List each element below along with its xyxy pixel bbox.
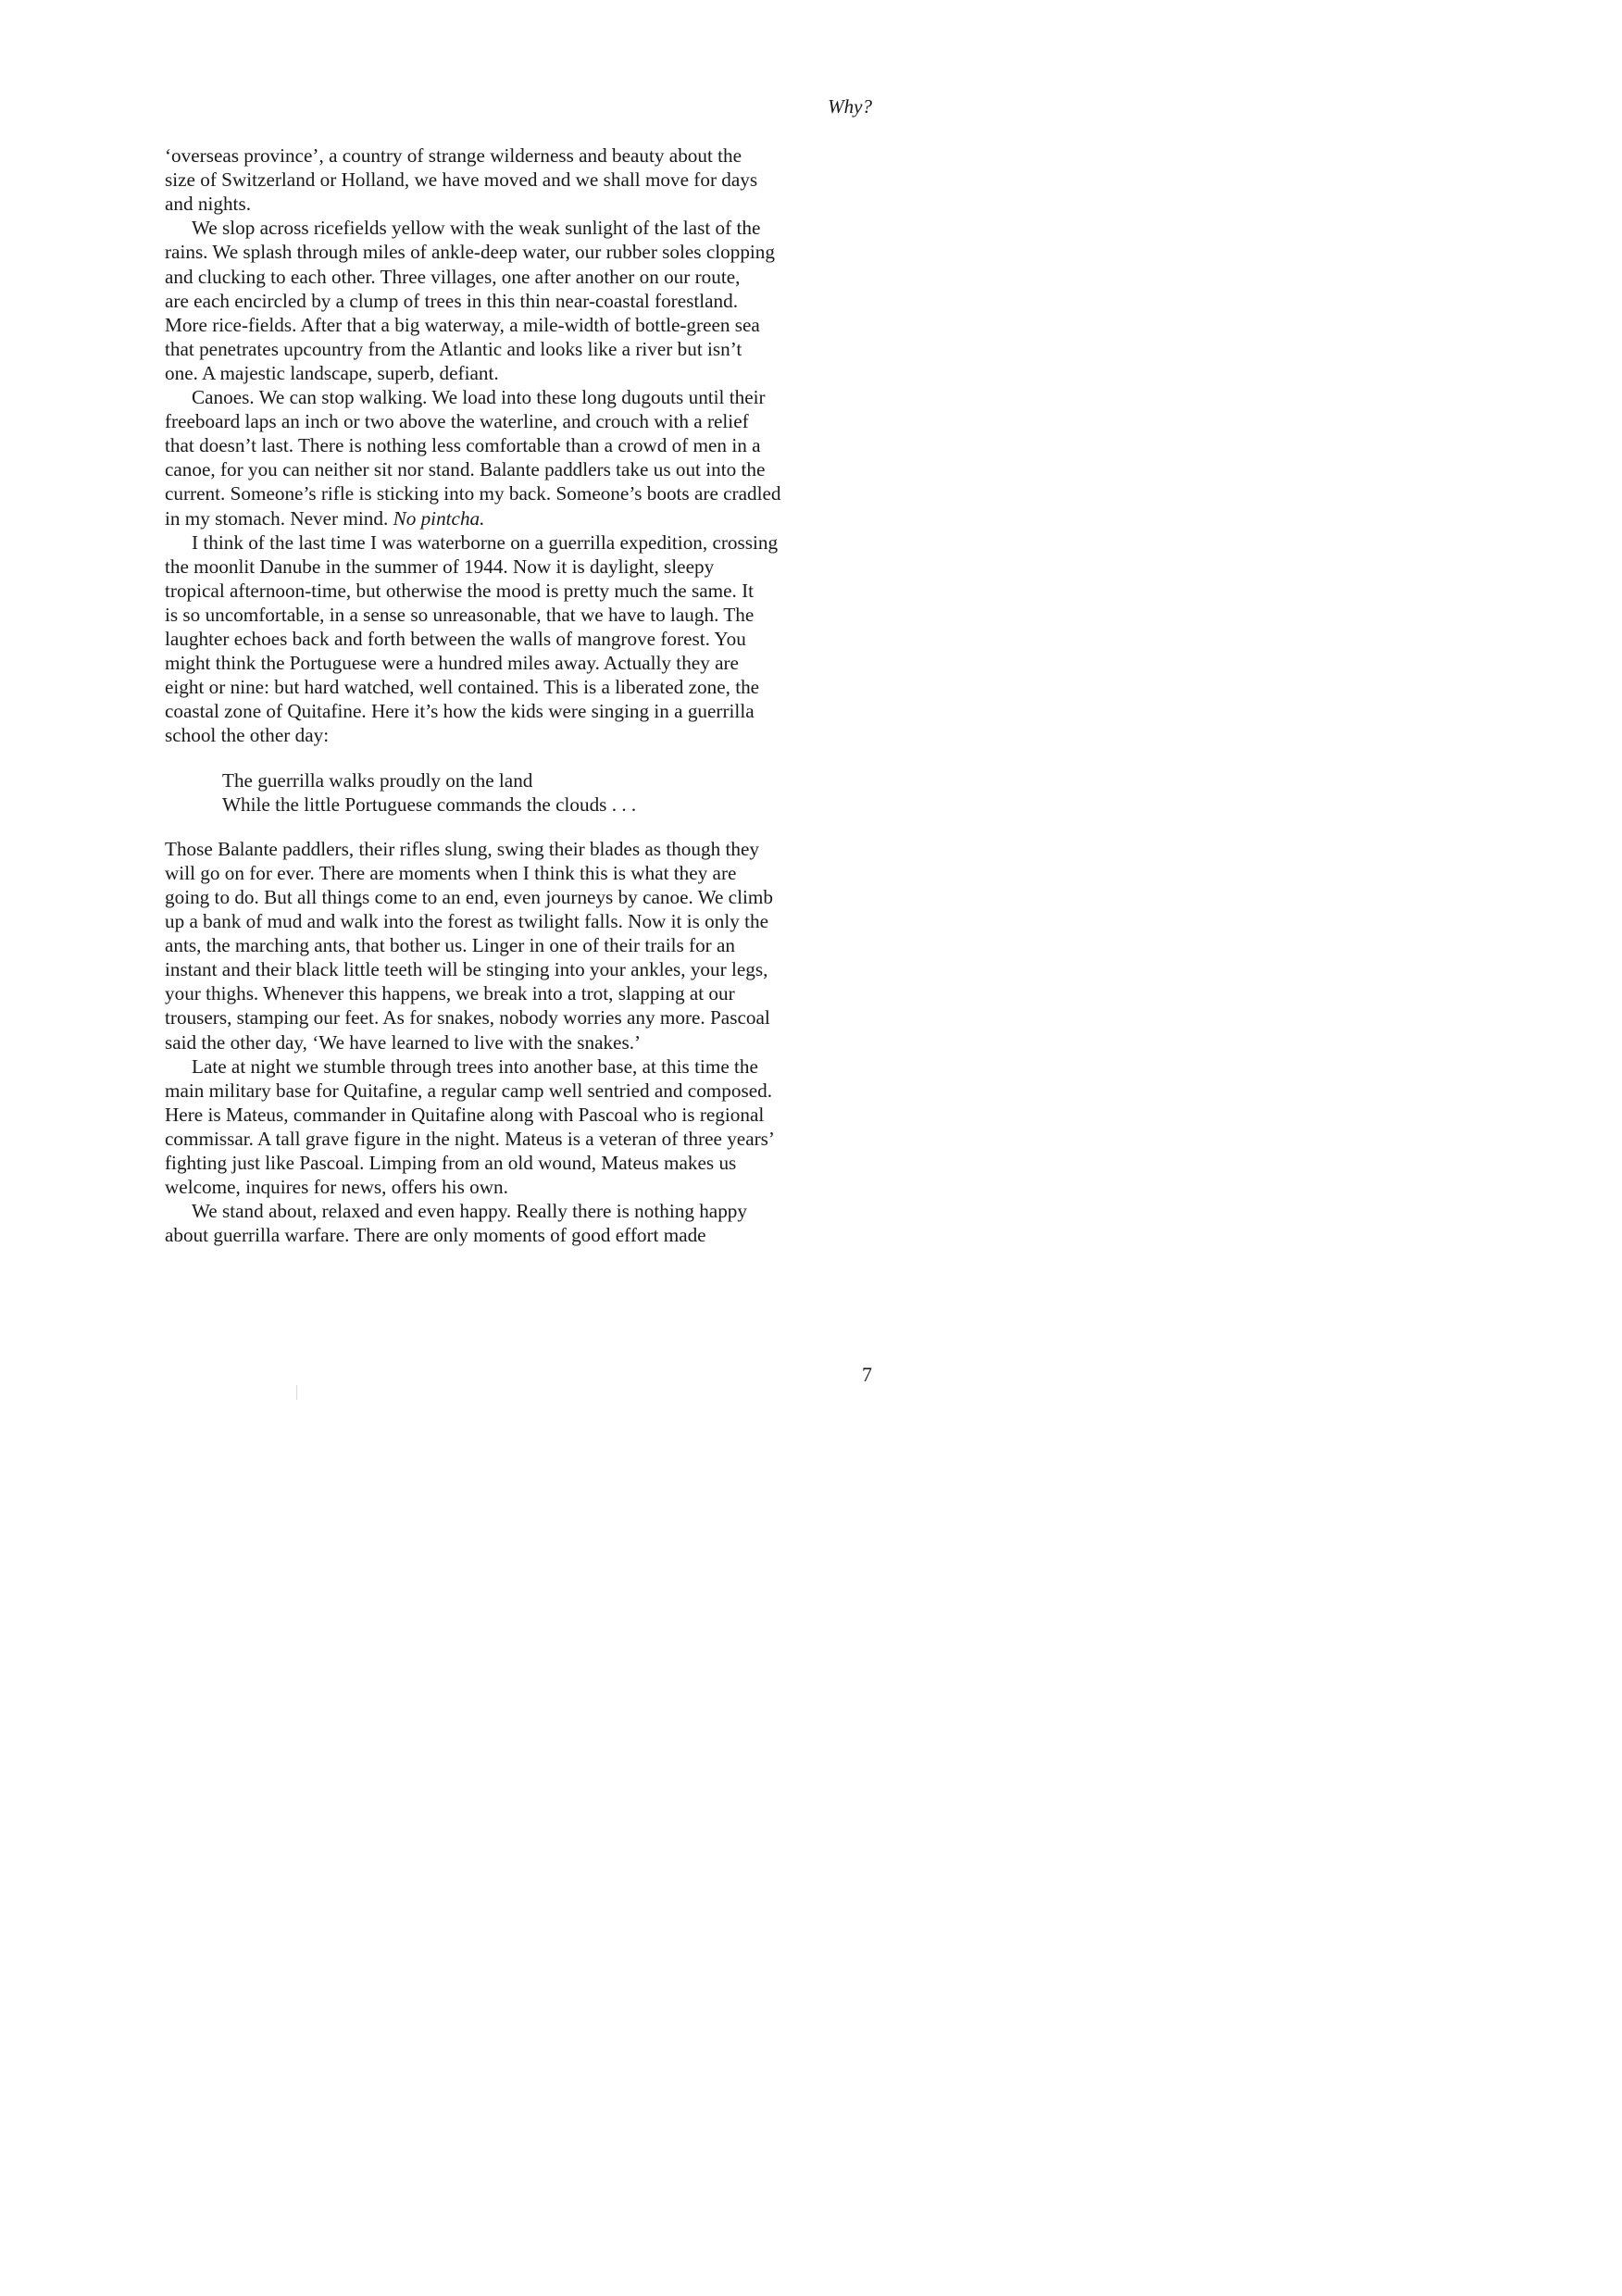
line-text: More rice-fields. After that a big waterway, a mile-width of bottle-green sea <box>165 313 760 336</box>
line-text: Late at night we stumble through trees into another base, at this time the <box>192 1054 758 1078</box>
text-line <box>165 265 740 289</box>
text-line <box>165 1223 706 1247</box>
line-text: canoe, for you can neither sit nor stand. Balante paddlers take us out into the <box>165 458 766 481</box>
line-text: Here is Mateus, commander in Quitafine along with Pascoal who is regional <box>165 1103 765 1126</box>
line-text: going to do. But all things come to an end, even journeys by canoe. We climb <box>165 885 773 908</box>
text-line <box>165 433 761 457</box>
text-line <box>165 723 329 747</box>
line-text: Those Balante paddlers, their rifles slung, swing their blades as though they <box>165 837 759 860</box>
line-text: are each encircled by a clump of trees in this thin near-coastal forestland. <box>165 289 739 312</box>
text-line <box>192 216 760 240</box>
line-text: tropical afternoon-time, but otherwise the mood is pretty much the same. It <box>165 579 755 602</box>
page-number: 7 <box>862 1363 872 1386</box>
text-line <box>165 675 759 699</box>
line-text: said the other day, ‘We have learned to live with the snakes.’ <box>165 1030 642 1054</box>
text-line <box>165 627 746 651</box>
line-text: We slop across ricefields yellow with the weak sunlight of the last of the <box>192 217 761 240</box>
verse-line <box>222 792 636 817</box>
text-line <box>192 530 778 555</box>
line-text: instant and their black little teeth will be stinging into your ankles, your legs, <box>165 958 768 981</box>
line-text: We stand about, relaxed and even happy. Really there is nothing happy <box>192 1200 747 1223</box>
text-line <box>165 168 757 192</box>
line-text: in my stomach. Never mind. <box>165 506 393 530</box>
text-line <box>165 409 749 433</box>
text-line <box>165 289 738 313</box>
line-text: and clucking to each other. Three villages, one after another on our route, <box>165 265 741 288</box>
text-line <box>165 957 767 981</box>
line-text: laughter echoes back and forth between the walls of mangrove forest. You <box>165 628 746 650</box>
text-line <box>165 861 736 885</box>
text-line <box>165 1103 764 1127</box>
text-line <box>165 457 765 481</box>
text-line <box>165 933 735 957</box>
line-text: about guerrilla warfare. There are only moments of good effort made <box>165 1224 706 1247</box>
line-text: welcome, inquires for news, offers his own. <box>165 1176 508 1199</box>
line-text: trousers, stamping our feet. As for snakes, nobody worries any more. Pascoal <box>165 1006 770 1029</box>
text-line <box>165 144 742 168</box>
text-line <box>165 506 484 530</box>
text-line <box>165 1005 770 1029</box>
text-line <box>165 337 742 361</box>
text-line <box>165 1151 736 1175</box>
text-line <box>165 1079 772 1103</box>
text-line <box>192 1199 747 1223</box>
text-line <box>165 1030 641 1054</box>
line-text: eight or nine: but hard watched, well contained. This is a liberated zone, the <box>165 676 760 699</box>
text-line <box>165 240 775 264</box>
text-line <box>192 1054 758 1079</box>
line-text: ants, the marching ants, that bother us. Linger in one of their trails for an <box>165 934 736 957</box>
line-text: coastal zone of Quitafine. Here it’s how the kids were singing in a guerrilla <box>165 700 755 723</box>
line-text: is so uncomfortable, in a sense so unreasonable, that we have to laugh. The <box>165 603 755 626</box>
text-line <box>165 192 251 216</box>
line-text: While the little Portuguese commands the clouds . . . <box>222 792 637 816</box>
line-text: main military base for Quitafine, a regular camp well sentried and composed. <box>165 1079 772 1102</box>
line-text: size of Switzerland or Holland, we have moved and we shall move for days <box>165 168 758 192</box>
text-line <box>192 385 766 409</box>
text-line <box>165 481 780 505</box>
text-line <box>165 837 759 861</box>
line-text: one. A majestic landscape, superb, defiant. <box>165 361 499 384</box>
italic-phrase: No pintcha. <box>393 506 485 530</box>
text-line <box>165 313 760 337</box>
line-text: freeboard laps an inch or two above the waterline, and crouch with a relief <box>165 410 749 433</box>
line-text: rains. We splash through miles of ankle-deep water, our rubber soles clopping <box>165 241 775 264</box>
text-line <box>165 1127 775 1151</box>
scan-mark <box>296 1385 297 1400</box>
text-line <box>165 555 714 579</box>
text-line <box>165 361 499 385</box>
text-line <box>165 651 739 675</box>
text-line <box>165 603 754 627</box>
text-line <box>165 981 735 1005</box>
line-text: will go on for ever. There are moments when I think this is what they are <box>165 861 737 884</box>
line-text: I think of the last time I was waterborne on a guerrilla expedition, crossing <box>192 530 779 554</box>
text-line <box>165 699 755 723</box>
text-line <box>165 579 754 603</box>
line-text: that doesn’t last. There is nothing less comfortable than a crowd of men in a <box>165 434 761 457</box>
line-text: school the other day: <box>165 724 330 747</box>
line-text: up a bank of mud and walk into the forest as twilight falls. Now it is only the <box>165 910 769 932</box>
line-text: ‘overseas province’, a country of strange wilderness and beauty about the <box>165 144 742 167</box>
line-text: might think the Portuguese were a hundred miles away. Actually they are <box>165 652 739 675</box>
line-text: that penetrates upcountry from the Atlantic and looks like a river but isn’t <box>165 337 742 360</box>
text-line <box>165 909 768 933</box>
running-head: Why? <box>828 95 872 118</box>
line-text: current. Someone’s rifle is sticking into my back. Someone’s boots are cradled <box>165 482 781 505</box>
line-text: the moonlit Danube in the summer of 1944. Now it is daylight, sleepy <box>165 555 715 578</box>
line-text: fighting just like Pascoal. Limping from an old wound, Mateus makes us <box>165 1152 737 1174</box>
line-text: and nights. <box>165 193 251 216</box>
verse-line <box>222 768 532 792</box>
line-text: Canoes. We can stop walking. We load into these long dugouts until their <box>192 386 766 408</box>
line-text: commissar. A tall grave figure in the night. Mateus is a veteran of three years’ <box>165 1127 775 1150</box>
text-line <box>165 885 773 909</box>
line-text: The guerrilla walks proudly on the land <box>222 768 533 792</box>
text-line <box>165 1175 508 1199</box>
line-text: your thighs. Whenever this happens, we break into a trot, slapping at our <box>165 982 735 1005</box>
